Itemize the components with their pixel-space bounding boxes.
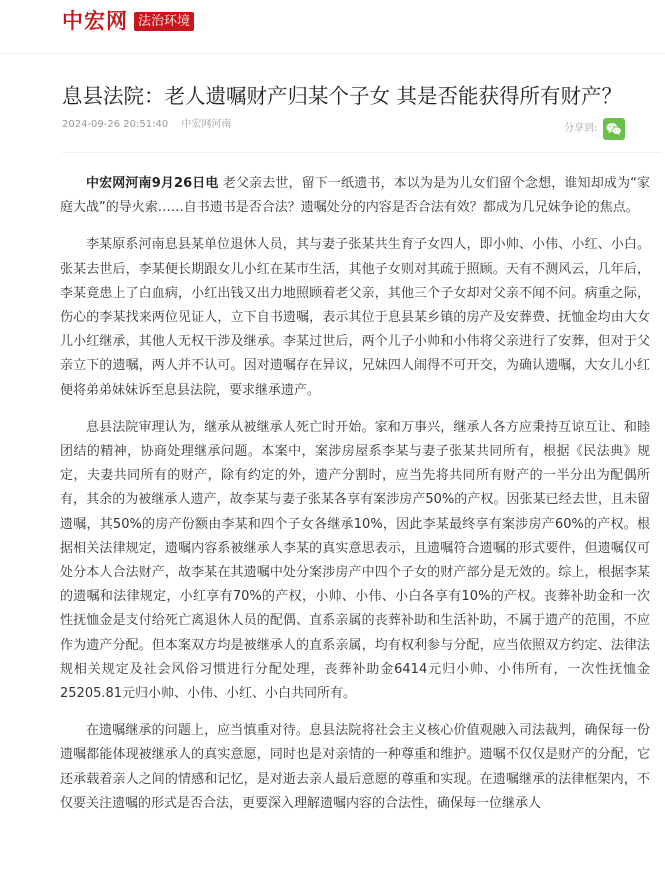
- body-paragraph-3: 在遗嘱继承的问题上，应当慎重对待。息县法院将社会主义核心价值观融入司法裁判，确保每一份遗嘱都能体现被继承人的真实意愿，同时也是对亲情的一种尊重和维护。遗嘱不仅仅是财产的分配，它还承载着亲人之间的情感和记忆，是对逝去亲人最后意愿的尊重和实现。在遗嘱继承的法律框架内，不仅要关注遗嘱的形式是否合法，更要深入理解遗嘱内容的合法性，确保每一位继承人: [60, 723, 650, 811]
- publish-datetime: 2024-09-26 20:51:40: [62, 119, 169, 130]
- article-body: [60, 172, 650, 829]
- body-paragraph-1: 李某原系河南息县某单位退休人员，其与妻子张某共生育子女四人，即小帅、小伟、小红、小白。张某去世后，李某便长期跟女儿小红在某市生活，其他子女则对其疏于照顾。天有不测风云，几年后，李某竟患上了白血病，小红出钱又出力地照顾着老父亲，其他三个子女却对父亲不闻不问。病重之际，伤心的李某找来两位见证人，立下自书遗嘱，表示其位于息县某乡镇的房产及安葬费、抚恤金均由大女儿小红继承，其他人无权干涉及继承。李某过世后，两个儿子小帅和小伟将父亲进行了安葬，但对于父亲立下的遗嘱，两人并不认可。因对遗嘱存在异议，兄妹四人闹得不可开交，为确认遗嘱，大女儿小红便将弟弟妹妹诉至息县法院，要求继承遗产。: [60, 237, 650, 398]
- meta-divider: [62, 152, 662, 153]
- header-divider: [0, 53, 665, 54]
- wechat-icon[interactable]: [603, 118, 625, 140]
- share-label: 分享到:: [564, 123, 598, 134]
- lead-text: 老父亲去世，留下一纸遗书，本以为是为儿女们留个念想，谁知却成为“家庭大战”的导火索……自书遗书是否合法？遗嘱处分的内容是否合法有效？都成为几兄妹争论的焦点。: [60, 176, 650, 216]
- dateline: 中宏网河南9月26日电: [86, 176, 219, 191]
- lead-paragraph: [60, 172, 650, 220]
- section-tag[interactable]: 法治环境: [134, 12, 194, 31]
- article-title: 息县法院：老人遗嘱财产归某个子女 其是否能获得所有财产？: [62, 84, 623, 108]
- share-bar: [564, 118, 625, 140]
- article-meta: [62, 118, 231, 132]
- site-logo[interactable]: [62, 6, 194, 36]
- logo-text[interactable]: 中宏网: [62, 8, 128, 33]
- article-source: 中宏网河南: [181, 119, 232, 130]
- body-paragraph-2: 息县法院审理认为，继承从被继承人死亡时开始。家和万事兴，继承人各方应秉持互谅互让、和睦团结的精神，协商处理继承问题。本案中，案涉房屋系李某与妻子张某共同所有，根据《民法典》规定，夫妻共同所有的财产，除有约定的外，遗产分割时，应当先将共同所有财产的一半分出为配偶所有，其余的为被继承人遗产，故李某与妻子张某各享有案涉房产50%的产权。因张某已经去世，且未留遗嘱，其50%的房产份额由李某和四个子女各继承10%，因此李某最终享有案涉房产60%的产权。根据相关法律规定，遗嘱内容系被继承人李某的真实意思表示，且遗嘱符合遗嘱的形式要件，但遗嘱仅可处分本人合法财产，故李某在其遗嘱中处分案涉房产中四个子女的财产部分是无效的。综上，根据李某的遗嘱和法律规定，小红享有70%的产权，小帅、小伟、小白各享有10%的产权。丧葬补助金和一次性抚恤金是支付给死亡离退休人员的配偶、直系亲属的丧葬补助和生活补助，不属于遗产的范围，不应作为遗产分配。但本案双方均是被继承人的直系亲属，均有权利参与分配，应当依照双方约定、法律法规相关规定及社会风俗习惯进行分配处理，丧葬补助金6414元归小帅、小伟所有，一次性抚恤金25205.81元归小帅、小伟、小红、小白共同所有。: [60, 419, 650, 702]
- site-header: [0, 0, 665, 52]
- wechat-icon-glyph: [606, 122, 622, 136]
